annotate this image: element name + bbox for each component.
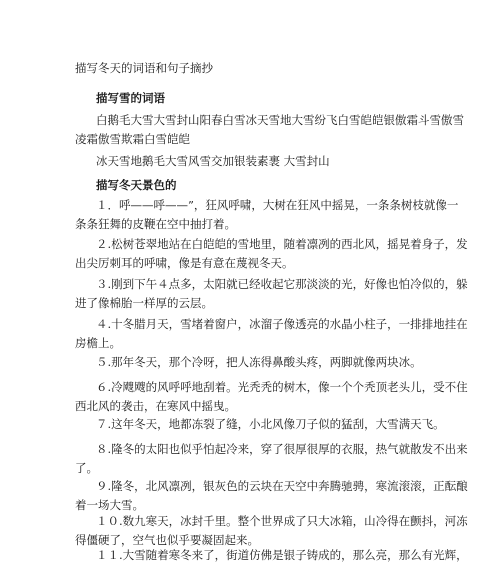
text-line: ３.刚到下午４点多，太阳就已经收起它那淡淡的光，好像也怕冷似的，躲 — [96, 277, 468, 291]
text-line: １．呼——呼——”，狂风呼啸，大树在狂风中摇晃，一条条树枝就像一 — [96, 198, 459, 212]
text-line: ６.冷飕飕的风呼呼地刮着。光秃秃的树木，像一个个秃顶老头儿，受不住 — [96, 380, 468, 394]
text-line: ５.那年冬天，那个冷呀，把人冻得鼻酸头疼，两脚就像两块冰。 — [96, 355, 422, 369]
document-title: 描写冬天的词语和句子摘抄 — [75, 61, 213, 75]
text-line: ７.这年冬天，地都冻裂了缝，小北风像刀子似的猛刮，大雪满天飞。 — [96, 417, 445, 431]
text-line: 得僵硬了，空气也似乎要凝固起来。 — [75, 533, 259, 547]
sentence-item-11 — [75, 546, 468, 565]
text-line: 凌霜傲雪欺霜白雪皑皑 — [75, 132, 190, 146]
text-line: 进了像棉胎一样厚的云层。 — [75, 296, 213, 310]
sentence-item-3 — [75, 275, 468, 313]
sentence-item-1 — [75, 196, 459, 234]
text-line: 着一场大雪。 — [75, 498, 144, 512]
sentence-item-9 — [75, 477, 468, 515]
sentence-item-7 — [75, 415, 445, 434]
text-line: 了。 — [75, 461, 98, 475]
sentence-item-10 — [75, 512, 468, 550]
text-line: 白鹅毛大雪大雪封山阳春白雪冰天雪地大雪纷飞白雪皑皑银傲霜斗雪傲雪 — [96, 113, 464, 127]
text-line: 条条狂舞的皮鞭在空中抽打着。 — [75, 217, 236, 231]
text-line: 西北风的袭击，在寒风中摇曳。 — [75, 399, 236, 413]
heading-winter-scenery: 描写冬天景色的 — [96, 178, 177, 192]
text-line: ８.隆冬的太阳也似乎怕起冷来，穿了很厚很厚的衣服，热气就散发不出来 — [96, 442, 468, 456]
text-line: １０.数九寒天，冰封千里。整个世界成了只大冰箱，山冷得在颤抖，河冻 — [96, 514, 468, 528]
text-line: ９.隆冬，北风凛冽，银灰色的云块在天空中奔腾驰骋，寒流滚滚，正酝酿 — [96, 479, 468, 493]
sentence-item-5 — [75, 353, 430, 372]
sentence-item-4 — [75, 315, 468, 353]
heading-snow-words: 描写雪的词语 — [96, 91, 165, 105]
text-line: ２.松树苍翠地站在白皑皑的雪地里，随着凛冽的西北风，摇晃着身子，发 — [96, 237, 468, 251]
text-line: 房檐上。 — [75, 336, 121, 350]
snow-words-paragraph-2 — [75, 152, 430, 171]
sentence-item-2 — [75, 235, 468, 273]
text-line: ４.十冬腊月天，雪堵着窗户，冰溜子像透亮的水晶小柱子，一排排地挂在 — [96, 317, 468, 331]
text-line: 冰天雪地鹅毛大雪风雪交加银装素裹 大雪封山 — [96, 154, 330, 168]
text-line: 出尖厉刺耳的呼啸，像是有意在蔑视冬天。 — [75, 256, 294, 270]
snow-words-paragraph-1 — [75, 111, 464, 149]
sentence-item-6 — [75, 378, 468, 416]
text-line: １１.大雪随着寒冬来了，街道仿佛是银子铸成的，那么亮，那么有光辉， — [96, 548, 468, 562]
sentence-item-8 — [75, 440, 468, 478]
